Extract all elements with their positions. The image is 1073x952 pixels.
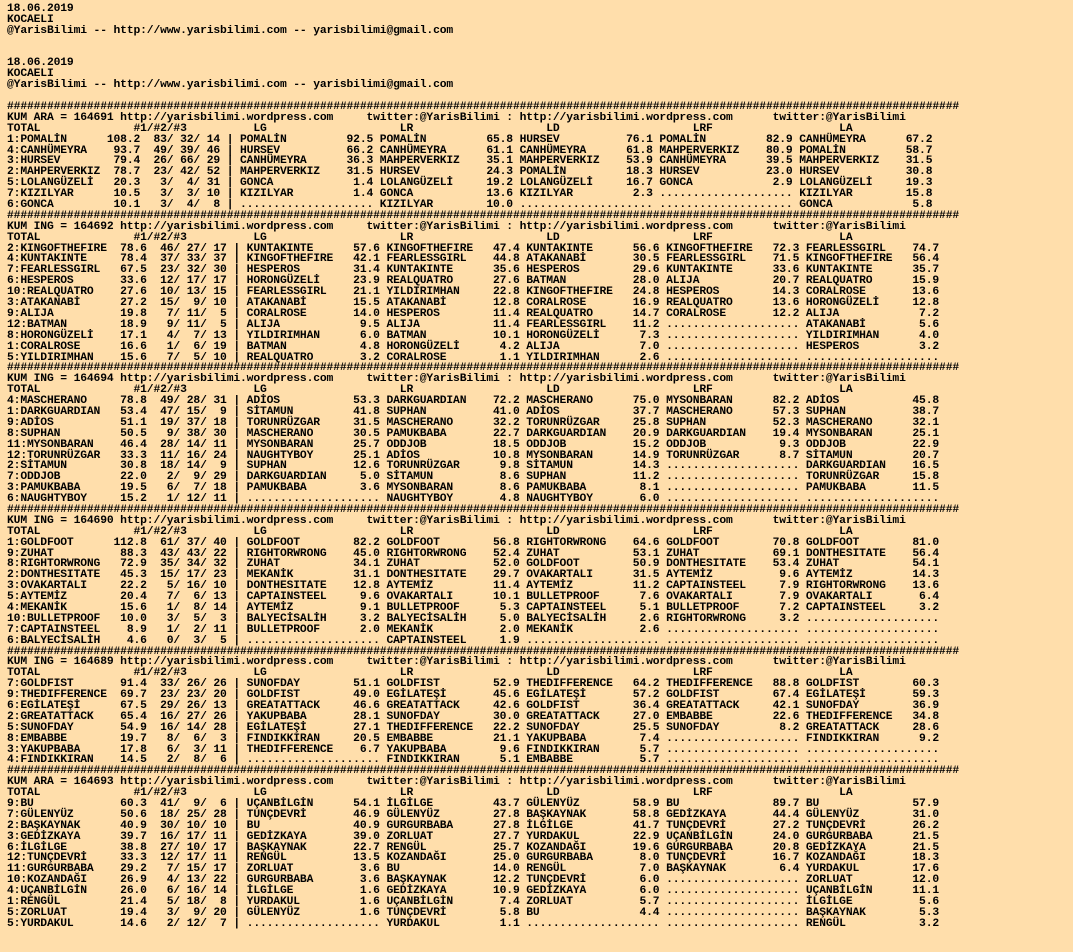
report-contact-line: @YarisBilimi -- http://www.yarisbilimi.com -- yarisbilimi@gmail.com: [7, 24, 454, 37]
race-row: 8:RIGHTORWRONG 72.9 35/ 34/ 32 | ZUHAT 34.1 ZUHAT 52.0 GOLDFOOT 50.9 DONTHESITATE 53.4 ZUHAT 54.1: [7, 558, 940, 571]
race-row: 7:FEARLESSGIRL 67.5 23/ 32/ 30 | HESPEROS 31.4 KUNTAKINTE 35.6 HESPEROS 29.6 KUNTAKINTE 33.6 KUNTAKINTE 35.7: [7, 264, 940, 277]
race-row: 1:DARKGUARDIAN 53.4 47/ 15/ 9 | SİTAMUN 41.8 SUPHAN 41.0 ADİOS 37.7 MASCHERANO 57.3 SUPHAN 38.7: [7, 405, 940, 418]
race-row: 7:CAPTAINSTEEL 8.9 1/ 2/ 11 | BULLETPROOF 2.0 MEKANİK 2.0 MEKANİK 2.6 .................... ....................: [7, 623, 940, 636]
race-row: 6:BALYECİSALİH 4.6 0/ 3/ 5 | .................... CAPTAINSTEEL 1.9 .................... .................... ....................: [7, 634, 940, 647]
race-row: 2:MAHPERVERKIZ 78.7 23/ 42/ 52 | MAHPERVERKIZ 31.5 HURSEV 24.3 POMALİN 18.3 HURSEV 23.0 HURSEV 30.8: [7, 166, 933, 179]
race-row: 12:TUNÇDEVRİ 33.3 12/ 17/ 11 | RENGÜL 13.5 KOZANDAĞI 25.0 GURGURBABA 8.0 TUNÇDEVRİ 16.7 KOZANDAĞI 18.3: [7, 852, 940, 865]
race-row: 11:MYSONBARAN 46.4 28/ 14/ 11 | MYSONBARAN 25.7 ODDJOB 18.5 ODDJOB 15.2 ODDJOB 9.3 ODDJOB 22.9: [7, 438, 940, 451]
race-row: 8:HORONGÜZELİ 17.1 4/ 7/ 13 | YILDIRIMHAN 6.0 BATMAN 10.1 HORONGÜZELİ 7.3 .................... YILDIRIMHAN 4.0: [7, 329, 940, 342]
race-row: 4:CANHÜMEYRA 93.7 49/ 39/ 46 | HURSEV 66.2 CANHÜMEYRA 61.1 CANHÜMEYRA 61.8 MAHPERVERKIZ 80.9 POMALİN 58.7: [7, 144, 933, 157]
race-row: 9:ZUHAT 88.3 43/ 43/ 22 | RIGHTORWRONG 45.0 RIGHTORWRONG 52.4 ZUHAT 53.1 ZUHAT 69.1 DONTHESITATE 56.4: [7, 547, 940, 560]
race-row: 6:EGİLATEŞİ 67.5 29/ 26/ 13 | GREATATTACK 46.6 GREATATTACK 42.6 GOLDFIST 36.4 GREATATTACK 42.1 SUNOFDAY 36.9: [7, 700, 940, 712]
race-row: 11:GURGURBABA 29.2 7/ 15/ 17 | ZORLUAT 3.6 BU 14.0 RENGÜL 7.0 BAŞKAYNAK 6.4 YURDAKUL 17.6: [7, 863, 940, 876]
race-title: KUM ING = 164689 http://yarisbilimi.wordpress.com twitter:@YarisBilimi : http://yarisbilimi.wordpress.com twitter:@YarisBilimi: [7, 656, 906, 669]
race-row: 7:ODDJOB 22.0 2/ 9/ 29 | DARKGUARDIAN 5.0 SİTAMUN 8.6 SUPHAN 11.2 .................... TORUNRÜZGAR 15.8: [7, 471, 940, 484]
race-row: 6:HESPEROS 33.6 12/ 17/ 17 | HORONGÜZELİ 23.9 REALQUATRO 27.6 BATMAN 28.0 ALIJA 20.7 REALQUATRO 15.9: [7, 275, 940, 288]
race-row: 6:İLGİLGE 38.8 27/ 10/ 17 | BAŞKAYNAK 22.7 RENGÜL 25.7 KOZANDAĞI 19.6 GURGURBABA 20.8 GEDİZKAYA 21.5: [7, 841, 940, 854]
race-row: 4:FINDIKKIRAN 14.5 2/ 8/ 6 | .................... FINDIKKIRAN 5.1 EMBABBE 5.7 .................... ....................: [7, 754, 940, 767]
separator-line: ###############################################################################################################################################: [7, 645, 960, 658]
race-row: 5:SUNOFDAY 54.9 16/ 14/ 28 | EGİLATEŞİ 27.1 THEDIFFERENCE 22.2 SUNOFDAY 25.5 SUNOFDAY 8.2 GREATATTACK 28.6: [7, 721, 940, 734]
race-row: 1:RENGÜL 21.4 5/ 18/ 8 | YURDAKUL 1.6 UÇANBİLGİN 7.4 ZORLUAT 5.7 .................... İLGİLGE 5.6: [7, 896, 940, 909]
race-title: KUM ING = 164690 http://yarisbilimi.wordpress.com twitter:@YarisBilimi : http://yarisbilimi.wordpress.com twitter:@YarisBilimi: [7, 514, 906, 527]
race-row: 12:TORUNRÜZGAR 33.3 11/ 16/ 24 | NAUGHTYBOY 25.1 ADİOS 10.8 MYSONBARAN 14.9 TORUNRÜZGAR 8.7 SİTAMUN 20.7: [7, 449, 940, 462]
race-column-headers: TOTAL #1/#2/#3 LG LR LD LRF LA: [7, 231, 853, 244]
race-row: 2:BAŞKAYNAK 40.9 30/ 10/ 10 | BU 40.9 GURGURBABA 27.8 İLGİLGE 41.7 TUNÇDEVRİ 27.2 TUNÇDEVRİ 26.2: [7, 819, 940, 832]
separator-line: ###############################################################################################################################################: [7, 765, 960, 778]
race-row: 3:OVAKARTALI 22.2 5/ 16/ 10 | DONTHESITATE 12.8 AYTEMİZ 11.4 AYTEMİZ 11.2 CAPTAINSTEEL 7.9 RIGHTORWRONG 13.6: [7, 580, 940, 593]
race-row: 3:PAMUKBABA 19.5 6/ 7/ 18 | PAMUKBABA 3.6 MYSONBARAN 8.6 PAMUKBABA 8.1 .................... PAMUKBABA 11.5: [7, 482, 940, 495]
race-column-headers: TOTAL #1/#2/#3 LG LR LD LRF LA: [7, 787, 853, 800]
report-date: 18.06.2019: [7, 57, 74, 70]
race-column-headers: TOTAL #1/#2/#3 LG LR LD LRF LA: [7, 384, 853, 397]
separator-line: ###############################################################################################################################################: [7, 362, 960, 375]
race-column-headers: TOTAL #1/#2/#3 LG LR LD LRF LA: [7, 122, 853, 135]
race-row: 5:ZORLUAT 19.4 3/ 9/ 20 | GÜLENYÜZ 1.6 TUNÇDEVRİ 5.8 BU 4.4 .................... BAŞKAYNAK 5.3: [7, 906, 940, 919]
race-row: 9:THEDIFFERENCE 69.7 23/ 23/ 20 | GOLDFIST 49.0 EGİLATEŞİ 45.6 EGİLATEŞİ 57.2 GOLDFIST 67.4 EGİLATEŞİ 59.3: [7, 689, 940, 702]
report-city: KOCAELI: [7, 13, 54, 26]
report-city: KOCAELI: [7, 68, 54, 81]
race-row: 12:BATMAN 18.9 9/ 11/ 5 | ALIJA 9.5 ALIJA 11.4 FEARLESSGIRL 11.2 .................... ATAKANABİ 5.6: [7, 318, 940, 331]
race-row: 7:GOLDFIST 91.4 33/ 26/ 26 | SUNOFDAY 51.1 GOLDFIST 52.9 THEDIFFERENCE 64.2 THEDIFFERENCE 88.8 GOLDFIST 60.3: [7, 678, 940, 691]
separator-line: ###############################################################################################################################################: [7, 503, 960, 516]
race-row: 10:KOZANDAĞI 26.9 4/ 13/ 22 | GURGURBABA 3.6 BAŞKAYNAK 12.2 TUNÇDEVRİ 6.0 .................... ZORLUAT 12.0: [7, 874, 940, 887]
race-title: KUM ING = 164694 http://yarisbilimi.wordpress.com twitter:@YarisBilimi : http://yarisbilimi.wordpress.com twitter:@YarisBilimi: [7, 373, 906, 386]
race-row: 5:LOLANGÜZELİ 20.3 3/ 4/ 31 | GONCA 1.4 LOLANGÜZELİ 19.2 LOLANGÜZELİ 16.7 GONCA 2.9 LOLANGÜZELİ 19.3: [7, 177, 933, 190]
race-row: 8:EMBABBE 19.7 8/ 6/ 3 | FINDIKKIRAN 20.5 EMBABBE 21.1 YAKUPBABA 7.4 .................... FINDIKKIRAN 9.2: [7, 732, 940, 745]
separator-line: ###############################################################################################################################################: [7, 101, 960, 114]
race-row: 6:GONCA 10.1 3/ 4/ 8 | .................... KIZILYAR 10.0 .................... .................... GONCA 5.8: [7, 199, 933, 212]
race-row: 4:KUNTAKINTE 78.4 37/ 33/ 37 | KINGOFTHEFIRE 42.1 FEARLESSGIRL 44.8 ATAKANABİ 30.5 FEARLESSGIRL 71.5 KINGOFTHEFIRE 56.4: [7, 253, 940, 266]
race-row: 2:DONTHESITATE 45.3 15/ 17/ 23 | MEKANİK 31.1 DONTHESITATE 29.7 OVAKARTALI 31.5 AYTEMİZ 9.6 AYTEMİZ 14.3: [7, 569, 940, 582]
race-row: 10:REALQUATRO 27.6 10/ 13/ 15 | FEARLESSGIRL 21.1 YILDIRIMHAN 22.8 KINGOFTHEFIRE 24.8 HESPEROS 14.3 CORALROSE 13.6: [7, 286, 940, 299]
race-row: 6:NAUGHTYBOY 15.2 1/ 12/ 11 | .................... NAUGHTYBOY 4.8 NAUGHTYBOY 6.0 .................... ....................: [7, 493, 940, 506]
race-row: 1:GOLDFOOT 112.8 61/ 37/ 40 | GOLDFOOT 82.2 GOLDFOOT 56.8 RIGHTORWRONG 64.6 GOLDFOOT 70.8 GOLDFOOT 81.0: [7, 536, 940, 549]
race-row: 9:ADİOS 51.1 19/ 37/ 18 | TORUNRÜZGAR 31.5 MASCHERANO 32.2 TORUNRÜZGAR 25.8 SUPHAN 52.3 MASCHERANO 32.1: [7, 416, 940, 429]
race-row: 2:GREATATTACK 65.4 16/ 27/ 26 | YAKUPBABA 28.1 SUNOFDAY 30.0 GREATATTACK 27.0 EMBABBE 22.6 THEDIFFERENCE 34.8: [7, 710, 940, 723]
race-title: KUM ARA = 164693 http://yarisbilimi.wordpress.com twitter:@YarisBilimi : http://yarisbilimi.wordpress.com twitter:@YarisBilimi: [7, 776, 906, 789]
report-date: 18.06.2019: [7, 3, 74, 15]
race-title: KUM ING = 164692 http://yarisbilimi.wordpress.com twitter:@YarisBilimi : http://yarisbilimi.wordpress.com twitter:@YarisBilimi: [7, 220, 906, 233]
race-row: 5:YILDIRIMHAN 15.6 7/ 5/ 10 | REALQUATRO 3.2 CORALROSE 1.1 YILDIRIMHAN 2.6 .................... ....................: [7, 351, 940, 364]
race-column-headers: TOTAL #1/#2/#3 LG LR LD LRF LA: [7, 525, 853, 538]
blank-line: [7, 37, 1073, 48]
race-row: 3:GEDİZKAYA 39.7 16/ 17/ 11 | GEDİZKAYA 39.0 ZORLUAT 27.7 YURDAKUL 22.9 UÇANBİLGİN 24.0 GURGURBABA 21.5: [7, 830, 940, 843]
race-row: 10:BULLETPROOF 10.0 3/ 5/ 3 | BALYECİSALİH 3.2 BALYECİSALİH 5.0 BALYECİSALİH 2.6 RIGHTORWRONG 3.2 ....................: [7, 612, 940, 625]
race-row: 1:CORALROSE 16.6 1/ 6/ 19 | BATMAN 4.8 HORONGÜZELİ 4.2 ALIJA 7.0 .................... HESPEROS 3.2: [7, 340, 940, 353]
race-row: 4:MEKANİK 15.6 1/ 8/ 14 | AYTEMİZ 9.1 BULLETPROOF 5.3 CAPTAINSTEEL 5.1 BULLETPROOF 7.2 CAPTAINSTEEL 3.2: [7, 601, 940, 614]
race-row: 3:ATAKANABİ 27.2 15/ 9/ 10 | ATAKANABİ 15.5 ATAKANABİ 12.8 CORALROSE 16.9 REALQUATRO 13.6 HORONGÜZELİ 12.8: [7, 297, 940, 310]
race-row: 3:HURSEV 79.4 26/ 66/ 29 | CANHÜMEYRA 36.3 MAHPERVERKIZ 35.1 MAHPERVERKIZ 53.9 CANHÜMEYRA 39.5 MAHPERVERKIZ 31.5: [7, 155, 933, 168]
race-column-headers: TOTAL #1/#2/#3 LG LR LD LRF LA: [7, 667, 853, 680]
race-row: 7:KIZILYAR 10.5 3/ 3/ 10 | KIZILYAR 1.4 GONCA 13.6 KIZILYAR 2.3 .................... KIZILYAR 15.8: [7, 188, 933, 201]
race-row: 9:ALIJA 19.8 7/ 11/ 5 | CORALROSE 14.0 HESPEROS 11.4 REALQUATRO 14.7 CORALROSE 12.2 ALIJA 7.2: [7, 307, 940, 320]
blank-line: [7, 48, 1073, 59]
race-row: 9:BU 60.3 41/ 9/ 6 | UÇANBİLGİN 54.1 İLGİLGE 43.7 GÜLENYÜZ 58.9 BU 89.7 BU 57.9: [7, 798, 940, 811]
race-row: 2:KINGOFTHEFIRE 78.6 46/ 27/ 17 | KUNTAKINTE 57.6 KINGOFTHEFIRE 47.4 KUNTAKINTE 56.6 KINGOFTHEFIRE 72.3 FEARLESSGIRL 74.7: [7, 242, 940, 255]
race-row: 5:AYTEMİZ 20.4 7/ 6/ 13 | CAPTAINSTEEL 9.6 OVAKARTALI 10.1 BULLETPROOF 7.6 OVAKARTALI 7.9 OVAKARTALI 6.4: [7, 591, 940, 604]
race-row: 1:POMALİN 108.2 83/ 32/ 14 | POMALİN 92.5 POMALİN 65.8 HURSEV 76.1 POMALİN 82.9 CANHÜMEYRA 67.2: [7, 133, 933, 146]
race-title: KUM ARA = 164691 http://yarisbilimi.wordpress.com twitter:@YarisBilimi : http://yarisbilimi.wordpress.com twitter:@YarisBilimi: [7, 111, 906, 124]
race-row: 2:SİTAMUN 30.8 18/ 14/ 9 | SUPHAN 12.6 TORUNRÜZGAR 9.8 SİTAMUN 14.3 .................... DARKGUARDIAN 16.5: [7, 460, 940, 473]
race-row: 4:MASCHERANO 78.8 49/ 28/ 31 | ADİOS 53.3 DARKGUARDIAN 72.2 MASCHERANO 75.0 MYSONBARAN 82.2 ADİOS 45.8: [7, 395, 940, 408]
report-contact-line: @YarisBilimi -- http://www.yarisbilimi.com -- yarisbilimi@gmail.com: [7, 79, 454, 92]
race-row: 8:SUPHAN 50.5 9/ 38/ 30 | MASCHERANO 30.5 PAMUKBABA 22.7 DARKGUARDIAN 20.9 DARKGUARDIAN 19.4 MYSONBARAN 25.1: [7, 427, 940, 440]
race-row: 7:GÜLENYÜZ 50.6 18/ 25/ 28 | TUNÇDEVRİ 46.9 GÜLENYÜZ 27.8 BAŞKAYNAK 58.8 GEDİZKAYA 44.4 GÜLENYÜZ 31.0: [7, 808, 940, 821]
race-row: 3:YAKUPBABA 17.8 6/ 3/ 11 | THEDIFFERENCE 6.7 YAKUPBABA 9.6 FINDIKKIRAN 5.7 .................... ....................: [7, 743, 940, 756]
race-row: 5:YURDAKUL 14.6 2/ 12/ 7 | .................... YURDAKUL 1.1 .................... .................... RENGÜL 3.2: [7, 917, 940, 930]
race-row: 4:UÇANBİLGİN 26.0 6/ 16/ 14 | İLGİLGE 1.6 GEDİZKAYA 10.9 GEDİZKAYA 6.0 .................... UÇANBİLGİN 11.1: [7, 885, 940, 898]
separator-line: ###############################################################################################################################################: [7, 209, 960, 222]
